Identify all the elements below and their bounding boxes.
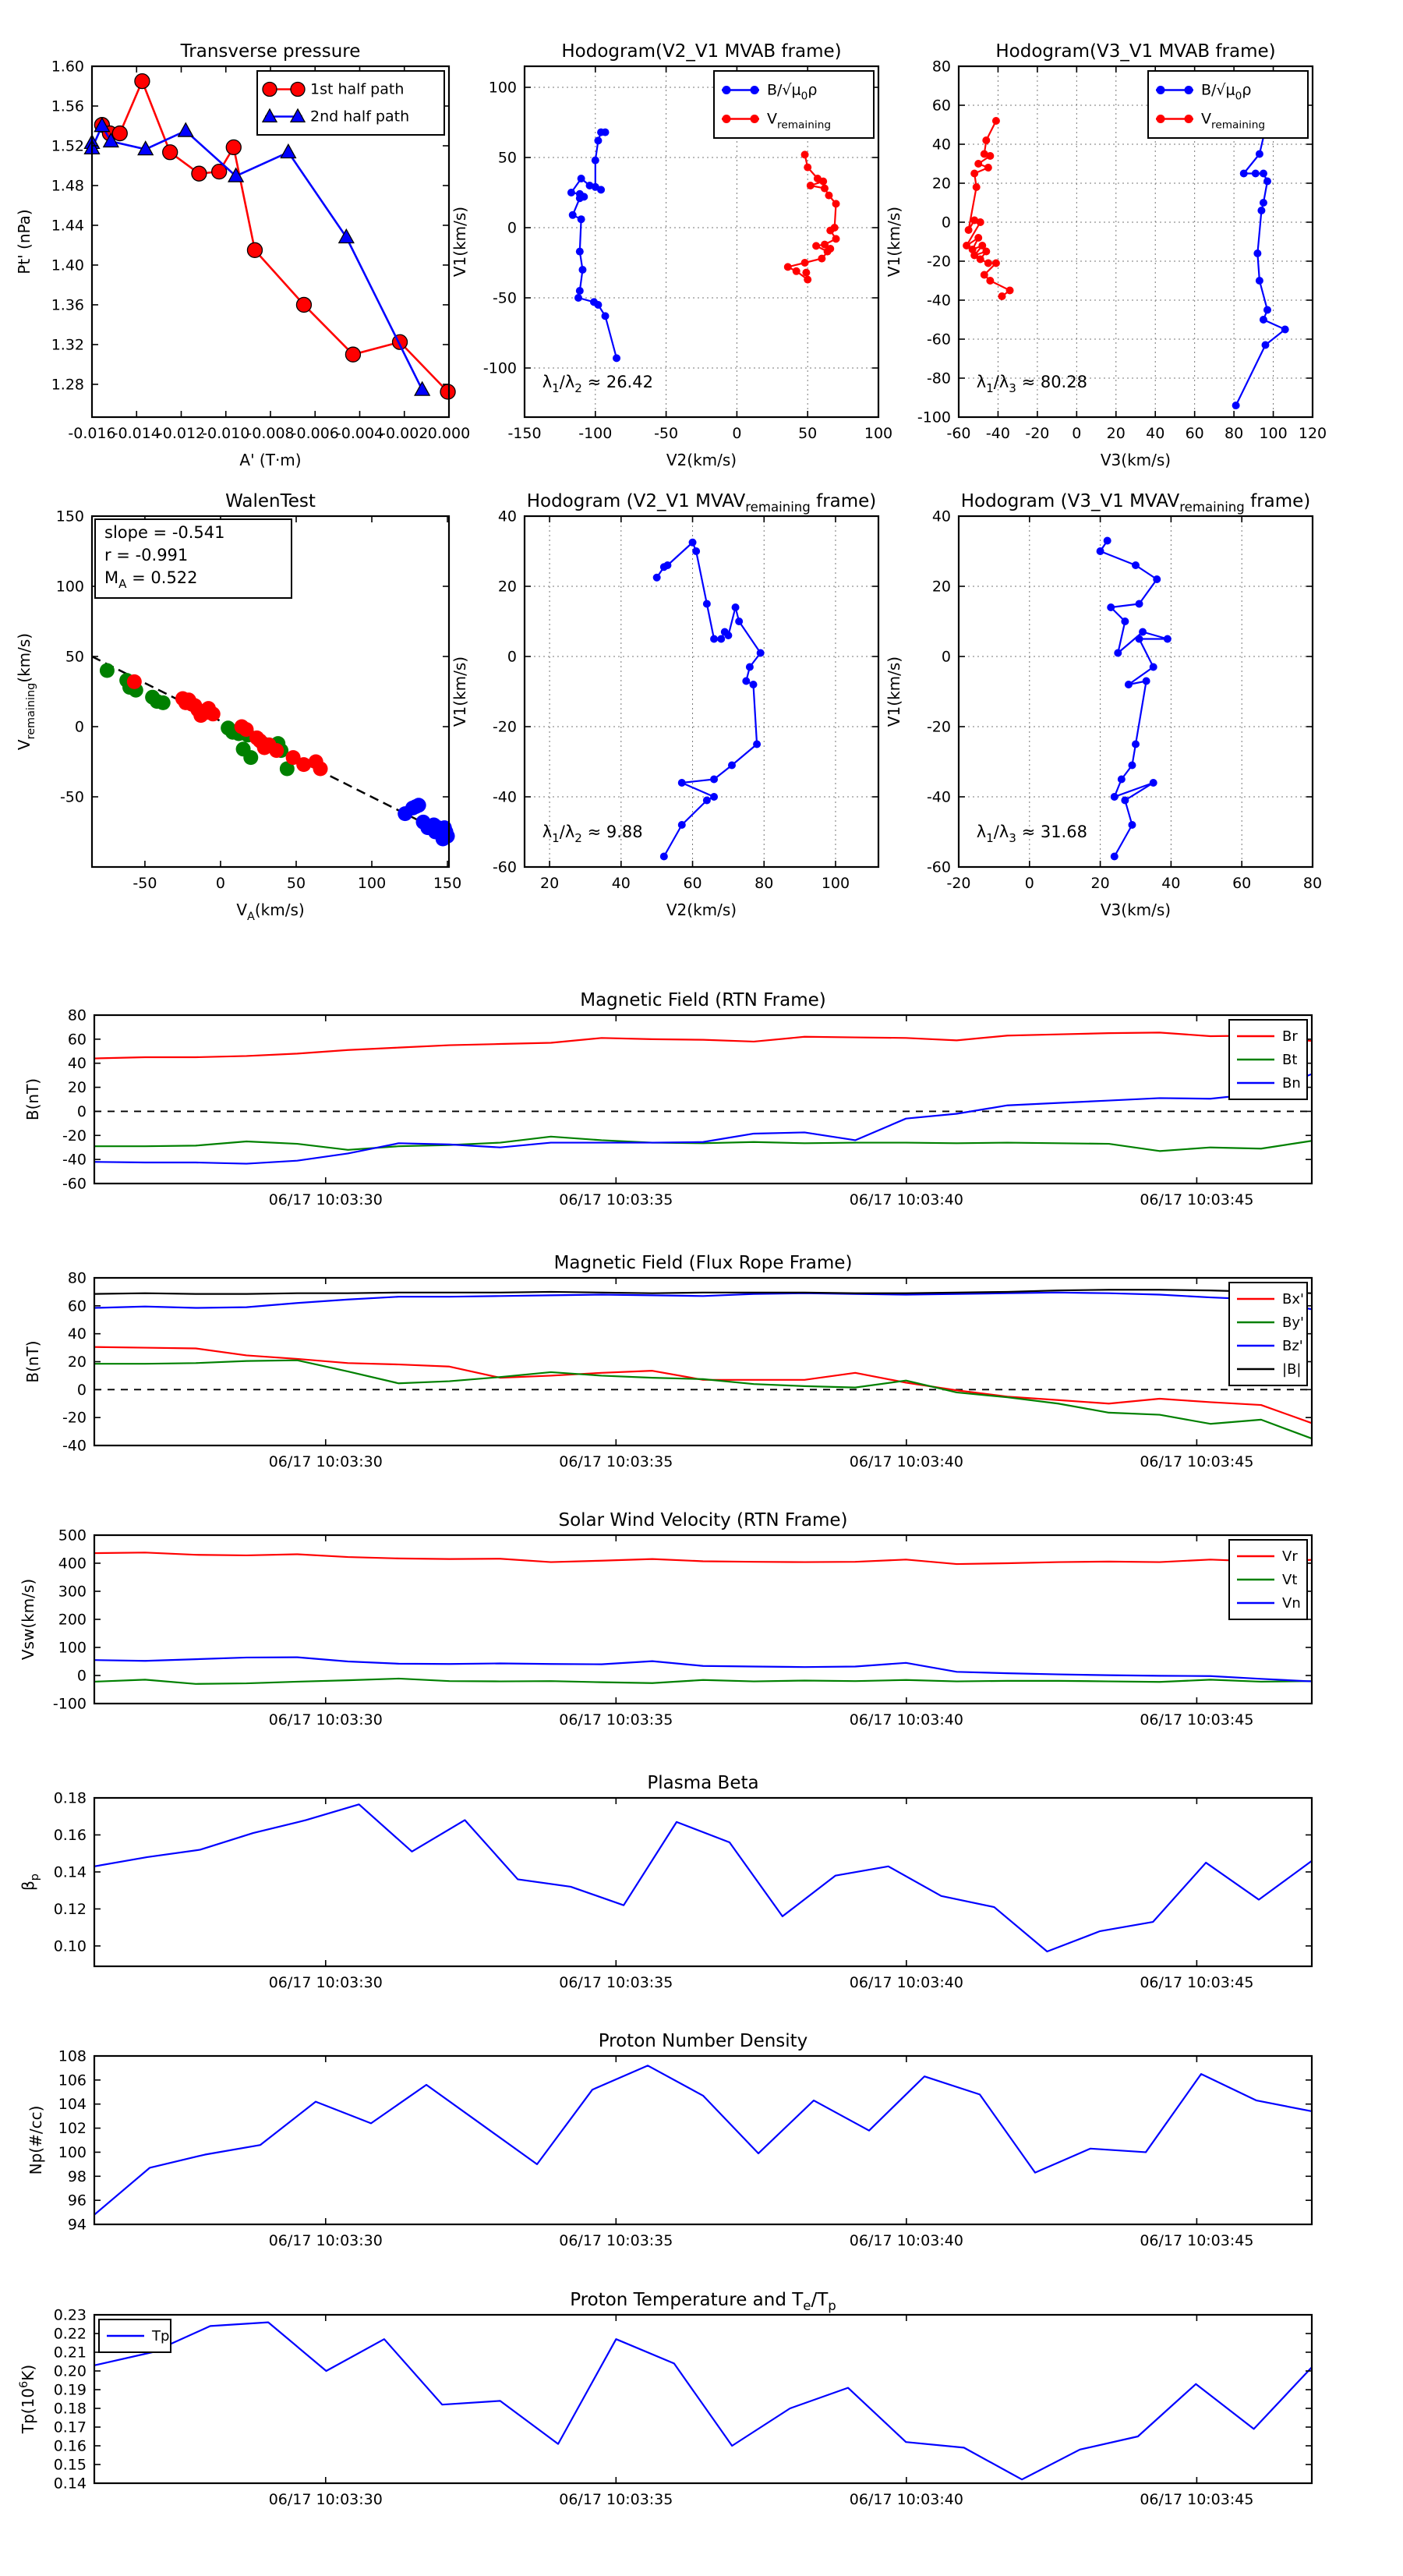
x-tick-label: -100 — [578, 425, 613, 442]
y-tick-label: 50 — [65, 648, 84, 666]
y-tick-label: 50 — [497, 149, 517, 167]
y-tick-label: 108 — [58, 2047, 87, 2065]
chart-title: Transverse pressure — [180, 41, 361, 62]
chart-title: Plasma Beta — [647, 1773, 759, 1793]
y-tick-label: -20 — [926, 253, 951, 271]
y-tick-label: 102 — [58, 2120, 87, 2138]
x-tick-label: 06/17 10:03:30 — [268, 1974, 383, 1991]
y-tick-label: 0 — [941, 648, 951, 666]
y-tick-label: 300 — [58, 1583, 87, 1601]
y-tick-label: 60 — [931, 97, 951, 115]
chart-proton-temperature — [18, 2290, 1312, 2508]
x-tick-label: -0.016 — [68, 425, 116, 442]
x-tick-label: 06/17 10:03:40 — [849, 1453, 963, 1470]
x-tick-label: 06/17 10:03:40 — [849, 2491, 963, 2508]
x-tick-label: 100 — [1259, 425, 1288, 442]
y-tick-label: 0.15 — [53, 2456, 87, 2474]
legend-label: Vn — [1282, 1595, 1301, 1612]
x-tick-label: -0.008 — [246, 425, 295, 442]
y-tick-label: 0 — [74, 718, 84, 736]
x-axis-label: V3(km/s) — [1100, 901, 1172, 919]
x-tick-label: 40 — [611, 875, 631, 892]
x-tick-label: 40 — [1161, 875, 1181, 892]
x-tick-label: -20 — [946, 875, 971, 892]
x-tick-label: -0.004 — [335, 425, 384, 442]
legend-label: 2nd half path — [310, 108, 410, 126]
y-tick-label: -60 — [926, 331, 951, 349]
y-tick-label: 96 — [67, 2192, 87, 2210]
y-tick-label: 0.12 — [53, 1900, 87, 1918]
y-tick-label: 98 — [67, 2167, 87, 2185]
legend — [1229, 1283, 1307, 1385]
x-tick-label: -150 — [507, 425, 542, 442]
chart-title: Proton Number Density — [598, 2031, 808, 2051]
y-tick-label: 100 — [488, 79, 517, 97]
x-tick-label: 80 — [755, 875, 774, 892]
series-Vn — [94, 1658, 1312, 1682]
x-tick-label: 06/17 10:03:35 — [559, 2232, 673, 2249]
x-tick-label: 06/17 10:03:30 — [268, 1453, 383, 1470]
x-tick-label: 06/17 10:03:45 — [1140, 2491, 1254, 2508]
y-tick-label: 0 — [507, 648, 517, 666]
y-tick-label: 106 — [58, 2072, 87, 2089]
y-tick-label: -100 — [52, 1695, 87, 1713]
y-tick-label: 1.52 — [51, 137, 84, 155]
chart-title: Magnetic Field (Flux Rope Frame) — [553, 1253, 853, 1273]
legend-label: $B/√\mu_0\rho$ — [767, 81, 818, 103]
x-tick-label: 06/17 10:03:35 — [559, 1453, 673, 1470]
x-tick-label: 0.000 — [427, 425, 471, 442]
x-tick-label: 06/17 10:03:45 — [1140, 1191, 1254, 1208]
y-tick-label: 400 — [58, 1555, 87, 1573]
y-tick-label: -40 — [492, 788, 517, 806]
x-tick-label: 60 — [683, 875, 702, 892]
x-tick-label: 06/17 10:03:30 — [268, 1711, 383, 1729]
legend-label: Tp — [152, 2328, 170, 2344]
y-tick-label: 94 — [67, 2216, 87, 2234]
chart-walen-test — [15, 491, 461, 923]
series-Br — [94, 1032, 1312, 1058]
y-axis-label: V1(km/s) — [885, 206, 903, 278]
x-tick-label: 06/17 10:03:30 — [268, 2232, 383, 2249]
y-tick-label: 0.23 — [53, 2306, 87, 2324]
legend-label: By' — [1282, 1315, 1304, 1331]
legend — [1148, 71, 1308, 138]
x-tick-label: 06/17 10:03:40 — [849, 1711, 963, 1729]
y-tick-label: 80 — [67, 1269, 87, 1287]
x-tick-label: 06/17 10:03:45 — [1140, 1974, 1254, 1991]
x-tick-label: 0 — [732, 425, 742, 442]
y-tick-label: 0.18 — [53, 2400, 87, 2418]
chart-hodogram-v2v1-mvab — [451, 41, 892, 469]
series-Bn — [94, 1074, 1312, 1164]
x-tick-label: 100 — [357, 875, 387, 892]
x-tick-label: -50 — [654, 425, 679, 442]
y-tick-label: 500 — [58, 1527, 87, 1545]
x-tick-label: 20 — [1106, 425, 1126, 442]
y-tick-label: 0.20 — [53, 2362, 87, 2380]
series-B/sqrt(mu0 rho) — [571, 133, 617, 359]
chart-title: Hodogram(V2_V1 MVAB frame) — [561, 41, 842, 62]
chart-plasma-beta — [19, 1773, 1312, 1991]
chart-transverse-pressure — [15, 41, 470, 469]
y-tick-label: 20 — [931, 175, 951, 193]
y-tick-label: 60 — [67, 1031, 87, 1049]
x-tick-label: -0.006 — [291, 425, 339, 442]
legend-label: $V_{remaining}$ — [767, 110, 832, 132]
legend — [99, 2319, 171, 2352]
chart-title: Solar Wind Velocity (RTN Frame) — [558, 1510, 848, 1530]
y-tick-label: 0.14 — [53, 2475, 87, 2493]
x-tick-label: 80 — [1225, 425, 1244, 442]
y-tick-label: -40 — [62, 1437, 87, 1455]
chart-title: Hodogram(V3_V1 MVAB frame) — [995, 41, 1276, 62]
x-tick-label: 06/17 10:03:40 — [849, 2232, 963, 2249]
y-tick-label: -100 — [482, 359, 517, 377]
legend-label: Bz' — [1282, 1338, 1303, 1354]
y-tick-label: 0 — [76, 1381, 87, 1399]
x-tick-label: -0.010 — [202, 425, 250, 442]
y-tick-label: -80 — [926, 370, 951, 387]
y-tick-label: 104 — [58, 2096, 87, 2114]
y-tick-label: 40 — [931, 136, 951, 154]
y-tick-label: 80 — [931, 58, 951, 76]
series-By' — [94, 1361, 1312, 1438]
y-axis-label: Pt' (nPa) — [15, 209, 34, 274]
y-tick-label: 60 — [67, 1297, 87, 1315]
y-tick-label: -60 — [926, 858, 951, 876]
y-axis-label: B(nT) — [23, 1340, 42, 1383]
series-Vt — [94, 1679, 1312, 1684]
x-tick-label: 120 — [1298, 425, 1327, 442]
x-tick-label: 0 — [215, 875, 226, 892]
y-tick-label: -40 — [62, 1151, 87, 1169]
x-tick-label: 100 — [821, 875, 850, 892]
y-tick-label: 20 — [931, 578, 951, 596]
legend-label: $V_{remaining}$ — [1201, 110, 1266, 132]
y-tick-label: 1.44 — [51, 217, 84, 235]
y-tick-label: 1.48 — [51, 177, 84, 195]
x-tick-label: 06/17 10:03:45 — [1140, 1453, 1254, 1470]
y-axis-label: Np(#/cc) — [27, 2105, 45, 2175]
series-beta_p — [94, 1804, 1312, 1951]
x-axis-label: V3(km/s) — [1100, 451, 1172, 469]
y-tick-label: 1.56 — [51, 97, 84, 115]
info-box-line: r = -0.991 — [104, 546, 189, 564]
y-tick-label: -20 — [926, 718, 951, 736]
x-tick-label: 06/17 10:03:35 — [559, 2491, 673, 2508]
x-tick-label: -20 — [1025, 425, 1050, 442]
x-tick-label: 06/17 10:03:30 — [268, 2491, 383, 2508]
series-V remaining — [788, 154, 836, 279]
y-axis-label: Vsw(km/s) — [19, 1578, 37, 1661]
y-tick-label: 20 — [497, 578, 517, 596]
legend-label: |B| — [1282, 1361, 1302, 1378]
x-tick-label: -40 — [985, 425, 1010, 442]
x-tick-label: 80 — [1302, 875, 1323, 892]
chart-hodogram-v2v1-mvav — [451, 491, 878, 919]
y-tick-label: 0.14 — [53, 1863, 87, 1881]
x-tick-label: 06/17 10:03:35 — [559, 1191, 673, 1208]
y-tick-label: -60 — [62, 1175, 87, 1193]
y-tick-label: 20 — [67, 1353, 87, 1371]
y-tick-label: 80 — [67, 1007, 87, 1024]
y-axis-label: V1(km/s) — [885, 656, 903, 727]
series-Np — [94, 2065, 1312, 2214]
y-tick-label: 0.22 — [53, 2325, 87, 2343]
x-tick-label: 50 — [798, 425, 818, 442]
y-tick-label: -50 — [492, 289, 517, 307]
y-tick-label: 0.21 — [53, 2344, 87, 2362]
series-Bx' — [94, 1347, 1312, 1424]
x-tick-label: -0.012 — [157, 425, 206, 442]
y-tick-label: 0.16 — [53, 2437, 87, 2455]
x-tick-label: 06/17 10:03:35 — [559, 1974, 673, 1991]
chart-title: Hodogram (V2_V1 $MVAV_{remaining}$ frame) — [526, 491, 877, 515]
y-tick-label: 0 — [76, 1667, 87, 1685]
chart-title: Magnetic Field (RTN Frame) — [580, 990, 826, 1010]
y-tick-label: 40 — [67, 1055, 87, 1073]
y-axis-label: $V_{remaining}(km/s)$ — [15, 632, 37, 751]
chart-hodogram-v3v1-mvav — [885, 491, 1322, 919]
y-tick-label: 1.28 — [51, 376, 84, 394]
x-axis-label: A' (T·m) — [239, 451, 302, 469]
legend — [714, 71, 874, 138]
chart-magnetic-field-flux-rope — [23, 1253, 1312, 1470]
x-tick-label: 60 — [1232, 875, 1252, 892]
series-Bz' — [94, 1293, 1312, 1310]
y-tick-label: 0 — [941, 214, 951, 232]
x-tick-label: -50 — [133, 875, 157, 892]
y-tick-label: 150 — [55, 508, 84, 525]
series-path — [657, 543, 761, 857]
annotation: $\lambda_1/\lambda_2 \approx 9.88$ — [542, 822, 643, 845]
chart-magnetic-field-rtn — [23, 990, 1312, 1208]
x-tick-label: 0 — [1072, 425, 1082, 442]
legend — [1229, 1540, 1307, 1619]
y-tick-label: -50 — [59, 788, 84, 806]
y-tick-label: 0.19 — [53, 2381, 87, 2399]
y-tick-label: 20 — [67, 1079, 87, 1097]
x-tick-label: 50 — [286, 875, 306, 892]
x-tick-label: 06/17 10:03:45 — [1140, 2232, 1254, 2249]
y-tick-label: 40 — [67, 1325, 87, 1343]
x-tick-label: 06/17 10:03:35 — [559, 1711, 673, 1729]
chart-title: Proton Temperature and $T_e/T_p$ — [570, 2290, 836, 2313]
x-tick-label: -0.002 — [380, 425, 429, 442]
y-tick-label: 40 — [931, 508, 951, 525]
x-tick-label: -0.014 — [112, 425, 161, 442]
series-Bt — [94, 1137, 1312, 1152]
info-box-line: slope = -0.541 — [104, 523, 225, 542]
legend-label: Br — [1282, 1028, 1298, 1045]
x-tick-label: 20 — [540, 875, 560, 892]
x-tick-label: 60 — [1185, 425, 1204, 442]
legend-label: $B/√\mu_0\rho$ — [1201, 81, 1252, 103]
x-tick-label: 06/17 10:03:40 — [849, 1974, 963, 1991]
info-box-line: $M_A = 0.522$ — [104, 568, 198, 591]
y-tick-label: 0.18 — [53, 1789, 87, 1807]
x-tick-label: 06/17 10:03:30 — [268, 1191, 383, 1208]
legend-label: Vt — [1282, 1572, 1298, 1588]
x-tick-label: 06/17 10:03:40 — [849, 1191, 963, 1208]
legend — [257, 71, 444, 135]
y-tick-label: 1.36 — [51, 296, 84, 314]
legend-label: Bt — [1282, 1052, 1298, 1068]
y-tick-label: 1.60 — [51, 58, 84, 76]
x-tick-label: 100 — [864, 425, 893, 442]
legend-label: Bn — [1282, 1075, 1301, 1092]
y-tick-label: -60 — [492, 858, 517, 876]
y-tick-label: 0 — [507, 219, 517, 237]
y-tick-label: 0 — [76, 1102, 87, 1120]
y-tick-label: 0.16 — [53, 1826, 87, 1844]
y-tick-label: -20 — [492, 718, 517, 736]
y-axis-label: V1(km/s) — [451, 656, 469, 727]
x-axis-label: V2(km/s) — [666, 901, 737, 919]
series-path — [1101, 541, 1168, 857]
scatter-blue-points — [398, 798, 454, 846]
chart-title: WalenTest — [225, 491, 316, 511]
y-tick-label: 0.10 — [53, 1937, 87, 1955]
x-tick-label: 20 — [1090, 875, 1110, 892]
legend-label: Bx' — [1282, 1291, 1304, 1307]
x-tick-label: 40 — [1146, 425, 1165, 442]
y-axis-label: V1(km/s) — [451, 206, 469, 278]
y-axis-label: $Tp(10^6K)$ — [18, 2364, 37, 2434]
y-axis-label: $\beta_p$ — [19, 1874, 41, 1891]
y-tick-label: 0.17 — [53, 2419, 87, 2436]
series-Tp — [94, 2323, 1312, 2480]
x-axis-label: V2(km/s) — [666, 451, 737, 469]
y-tick-label: -40 — [926, 788, 951, 806]
annotation: $\lambda_1/\lambda_3 \approx 31.68$ — [976, 822, 1087, 845]
y-tick-label: -100 — [917, 409, 951, 426]
y-tick-label: -20 — [62, 1409, 87, 1427]
y-tick-label: 1.40 — [51, 257, 84, 274]
x-tick-label: 150 — [433, 875, 462, 892]
legend-label: 1st half path — [310, 80, 405, 98]
x-tick-label: 0 — [1024, 875, 1034, 892]
series-Vr — [94, 1552, 1312, 1564]
y-tick-label: -20 — [62, 1127, 87, 1145]
legend-label: Vr — [1282, 1548, 1298, 1565]
chart-solar-wind-velocity-rtn — [19, 1510, 1312, 1729]
y-tick-label: 100 — [55, 578, 84, 596]
y-tick-label: -40 — [926, 292, 951, 310]
chart-proton-number-density — [27, 2031, 1312, 2249]
y-tick-label: 200 — [58, 1611, 87, 1629]
legend — [1229, 1020, 1307, 1099]
y-tick-label: 1.32 — [51, 336, 84, 354]
x-axis-label: $V_A(km/s)$ — [236, 901, 305, 923]
y-tick-label: 100 — [58, 1639, 87, 1657]
y-tick-label: 40 — [497, 508, 517, 525]
x-tick-label: 06/17 10:03:45 — [1140, 1711, 1254, 1729]
series-V remaining — [967, 121, 1009, 296]
chart-title: Hodogram (V3_V1 $MVAV_{remaining}$ frame) — [960, 491, 1311, 515]
chart-hodogram-v3v1-mvab — [885, 41, 1327, 469]
x-tick-label: -60 — [946, 425, 971, 442]
annotation: $\lambda_1/\lambda_2 \approx 26.42$ — [542, 372, 653, 395]
y-tick-label: 100 — [58, 2143, 87, 2161]
annotation: $\lambda_1/\lambda_3 \approx 80.28$ — [976, 372, 1087, 395]
y-axis-label: B(nT) — [23, 1077, 42, 1121]
